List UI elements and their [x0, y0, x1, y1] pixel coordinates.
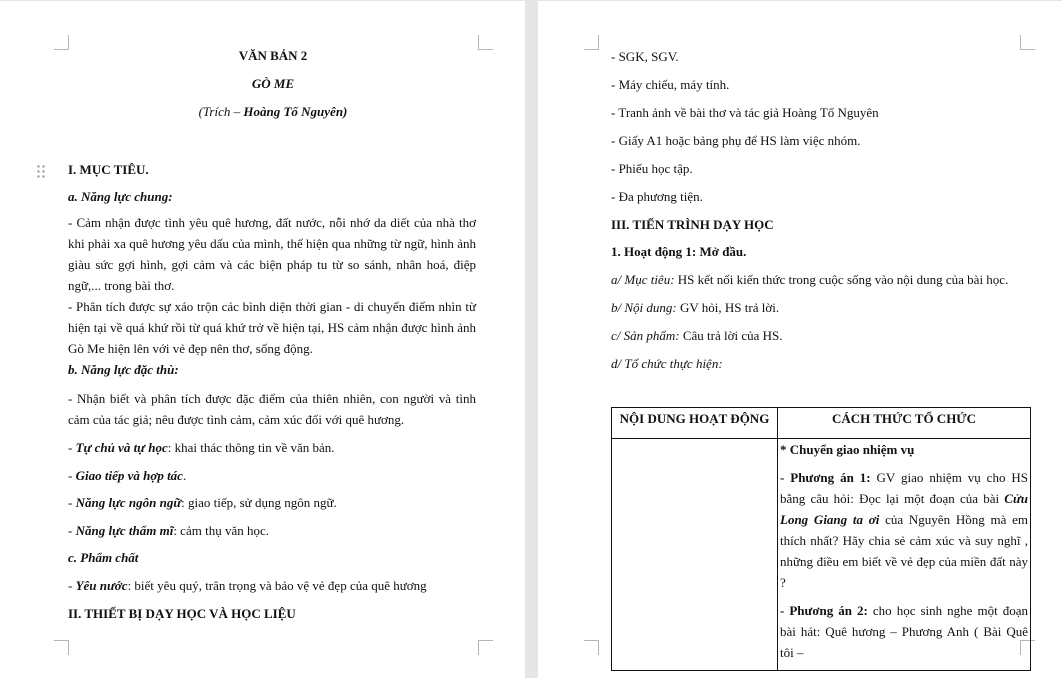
margin-corner-mark	[584, 35, 599, 50]
item-label: Năng lực thẩm mĩ	[75, 523, 174, 538]
step-item	[611, 297, 779, 318]
item-text: : biết yêu quý, trân trọng và bảo vệ vẻ đẹp của quê hương	[127, 578, 427, 593]
margin-corner-mark	[54, 35, 69, 50]
list-item: - Giấy A1 hoặc bảng phụ để HS làm việc nhóm.	[611, 133, 861, 148]
drag-handle-icon[interactable]	[36, 164, 46, 178]
item-label: Yêu nước	[75, 578, 128, 593]
list-item: - Yêu nước: biết yêu quý, trân trọng và bảo vệ vẻ đẹp của quê hương	[68, 578, 427, 593]
item-text: .	[182, 468, 187, 483]
list-item: - Phiếu học tập.	[611, 161, 693, 176]
table-header-row	[612, 408, 1031, 439]
section-heading: I. MỤC TIÊU.	[68, 162, 149, 177]
table-header: CÁCH THỨC TỔ CHỨC	[778, 408, 1031, 439]
step-label: b/ Nội dung:	[611, 300, 677, 315]
margin-corner-mark	[1020, 35, 1035, 50]
list-item: - Tự chủ và tự học: khai thác thông tin về văn bản.	[68, 440, 335, 455]
option-label: - Phương án 2:	[780, 603, 868, 618]
item-label: Giao tiếp và hợp tác	[75, 468, 183, 483]
margin-corner-mark	[478, 35, 493, 50]
task-heading: * Chuyển giao nhiệm vụ	[780, 442, 915, 457]
margin-corner-mark	[584, 640, 599, 655]
option-2	[780, 600, 1028, 663]
margin-corner-mark	[54, 640, 69, 655]
work-title: Cửu Long Giang ta ơi	[780, 491, 1028, 527]
option-text: GV giao nhiệm vụ cho HS bằng câu hỏi: Đọc lại một đoạn của bài	[780, 470, 1028, 506]
section-heading: III. TIẾN TRÌNH DẠY HỌC	[611, 217, 774, 232]
subheading: c. Phẩm chất	[68, 550, 139, 565]
step-text: HS kết nối kiến thức trong cuộc sống vào nội dung của bài học.	[674, 272, 1009, 287]
step-item	[611, 353, 723, 374]
item-text: : khai thác thông tin về văn bản.	[167, 440, 335, 455]
step-text: Câu trả lời của HS.	[679, 328, 783, 343]
list-item: - Máy chiếu, máy tính.	[611, 77, 730, 92]
table-cell-method	[778, 439, 1031, 671]
list-item: - Đa phương tiện.	[611, 189, 703, 204]
list-item: - SGK, SGV.	[611, 49, 679, 64]
table-cell-content	[612, 439, 778, 671]
step-label: a/ Mục tiêu:	[611, 272, 675, 287]
subheading: a. Năng lực chung:	[68, 189, 173, 204]
section-heading: II. THIẾT BỊ DẠY HỌC VÀ HỌC LIỆU	[68, 606, 296, 621]
paragraph: - Nhận biết và phân tích được đặc điểm của thiên nhiên, con người và tình cảm của tác giả; nêu được tình cảm, cảm xúc đối với quê hương.	[68, 391, 476, 427]
item-text: : cảm thụ văn học.	[173, 523, 269, 538]
poem-source	[68, 101, 478, 122]
item-label: Tự chủ và tự học	[75, 440, 168, 455]
item-label: Năng lực ngôn ngữ	[75, 495, 182, 510]
page-1	[0, 1, 525, 678]
list-item: - Năng lực ngôn ngữ: giao tiếp, sử dụng ngôn ngữ.	[68, 495, 337, 510]
source-prefix: (Trích –	[198, 104, 244, 119]
activity-table	[611, 407, 1031, 671]
list-item: - Giao tiếp và hợp tác.	[68, 468, 187, 483]
paragraph: - Cảm nhận được tình yêu quê hương, đất nước, nỗi nhớ da diết của nhà thơ khi phải xa quê hương yêu dấu của mình, thể hiện qua những từ ngữ, hình ảnh giàu sức gợi hình, gợi cảm và các biện pháp tu từ so sánh, nhân hoá, điệp ngữ,... trong bài thơ.	[68, 215, 476, 293]
source-author: Hoàng Tố Nguyên)	[243, 104, 348, 119]
document-title: VĂN BẢN 2	[238, 48, 308, 63]
option-text: của Nguyên Hồng mà em thích nhất? Hãy chia sẻ cảm xúc và suy nghĩ , những điều em biết về vẻ đẹp của miền đất này ?	[780, 512, 1028, 590]
list-item: - Năng lực thẩm mĩ: cảm thụ văn học.	[68, 523, 269, 538]
paragraph: - Phân tích được sự xáo trộn các bình diện thời gian - di chuyển điểm nhìn từ hiện tại về quá khứ rồi từ quá khứ trở về hiện tại, HS cảm nhận được hình ảnh Gò Me hiện lên với vẻ đẹp nên thơ, sống động.	[68, 299, 476, 356]
activity-heading: 1. Hoạt động 1: Mở đầu.	[611, 244, 747, 259]
subheading: b. Năng lực đặc thù:	[68, 362, 179, 377]
step-item	[611, 325, 783, 346]
step-text: GV hỏi, HS trả lời.	[676, 300, 780, 315]
step-label: c/ Sản phẩm:	[611, 328, 680, 343]
page-2	[538, 1, 1062, 678]
margin-corner-mark	[478, 640, 493, 655]
list-item: - Tranh ảnh về bài thơ và tác giả Hoàng Tố Nguyên	[611, 105, 879, 120]
table-row	[612, 439, 1031, 671]
table-header: NỘI DUNG HOẠT ĐỘNG	[612, 408, 778, 439]
item-text: : giao tiếp, sử dụng ngôn ngữ.	[181, 495, 337, 510]
step-label: d/ Tổ chức thực hiện:	[611, 356, 723, 371]
option-1	[780, 467, 1028, 593]
poem-title: GÒ ME	[251, 76, 295, 91]
step-item	[611, 269, 1008, 290]
option-label: - Phương án 1:	[780, 470, 871, 485]
option-text: cho học sinh nghe một đoạn bài hát: Quê hương – Phương Anh ( Bài Quê tôi –	[780, 603, 1028, 660]
